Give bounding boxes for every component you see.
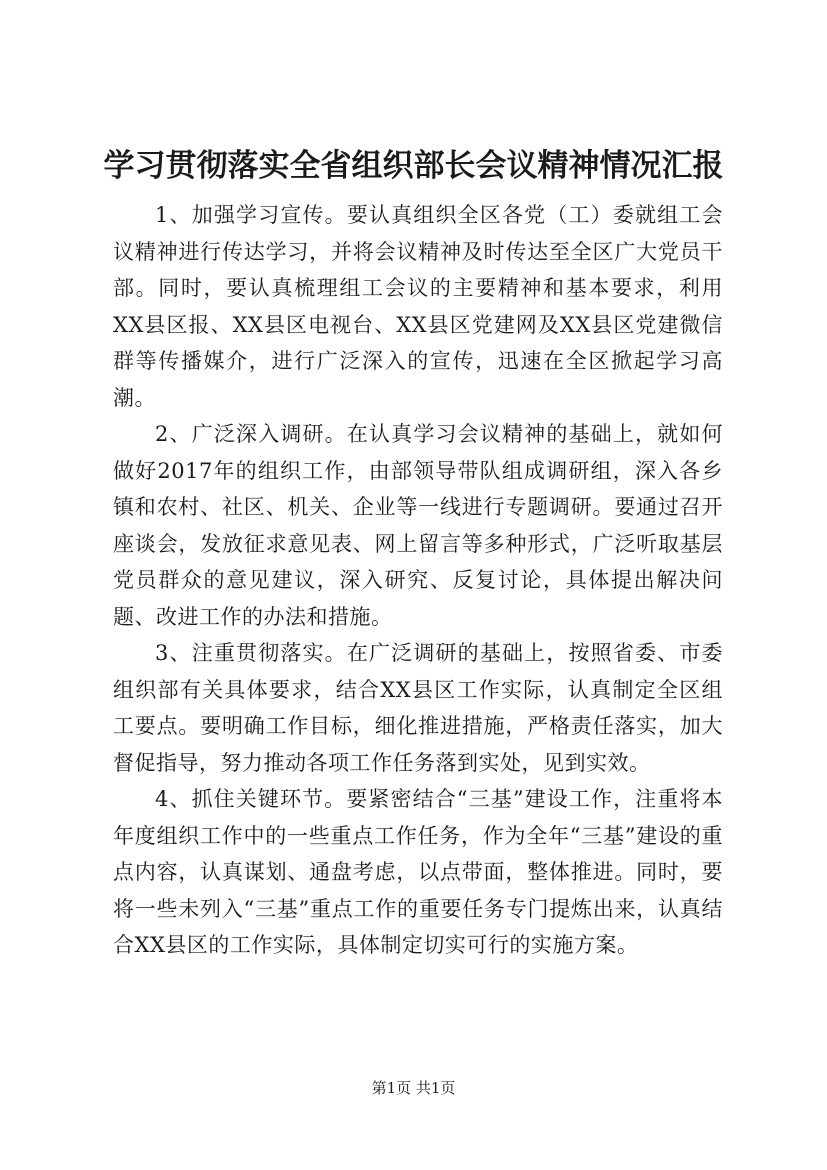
paragraph-3: 3、注重贯彻落实。在广泛调研的基础上，按照省委、市委组织部有关具体要求，结合XX县区工作实际，认真制定全区组工要点。要明确工作目标，细化推进措施，严格责任落实，加大督促指导，努力推动各项工作任务落到实处，见到实效。 bbox=[113, 641, 723, 775]
document-body bbox=[113, 197, 723, 964]
paragraph-2: 2、广泛深入调研。在认真学习会议精神的基础上，就如何做好2017年的组织工作，由部领导带队组成调研组，深入各乡镇和农村、社区、机关、企业等一线进行专题调研。要通过召开座谈会，发放征求意见表、网上留言等多种形式，广泛听取基层党员群众的意见建议，深入研究、反复讨论，具体提出解决问题、改进工作的办法和措施。 bbox=[113, 422, 723, 629]
page-footer: 第1页 共1页 bbox=[371, 1079, 456, 1097]
paragraph-1: 1、加强学习宣传。要认真组织全区各党（工）委就组工会议精神进行传达学习，并将会议精神及时传达至全区广大党员干部。同时，要认真梳理组工会议的主要精神和基本要求，利用XX县区报、XX县区电视台、XX县区党建网及XX县区党建微信群等传播媒介，进行广泛深入的宣传，迅速在全区掀起学习高潮。 bbox=[113, 203, 723, 410]
document-title: 学习贯彻落实全省组织部长会议精神情况汇报 bbox=[103, 148, 724, 184]
paragraph-4: 4、抓住关键环节。要紧密结合“三基”建设工作，注重将本年度组织工作中的一些重点工作任务，作为全年“三基”建设的重点内容，认真谋划、通盘考虑，以点带面，整体推进。同时，要将一些未列入“三基”重点工作的重要任务专门提炼出来，认真结合XX县区的工作实际，具体制定切实可行的实施方案。 bbox=[113, 787, 723, 957]
